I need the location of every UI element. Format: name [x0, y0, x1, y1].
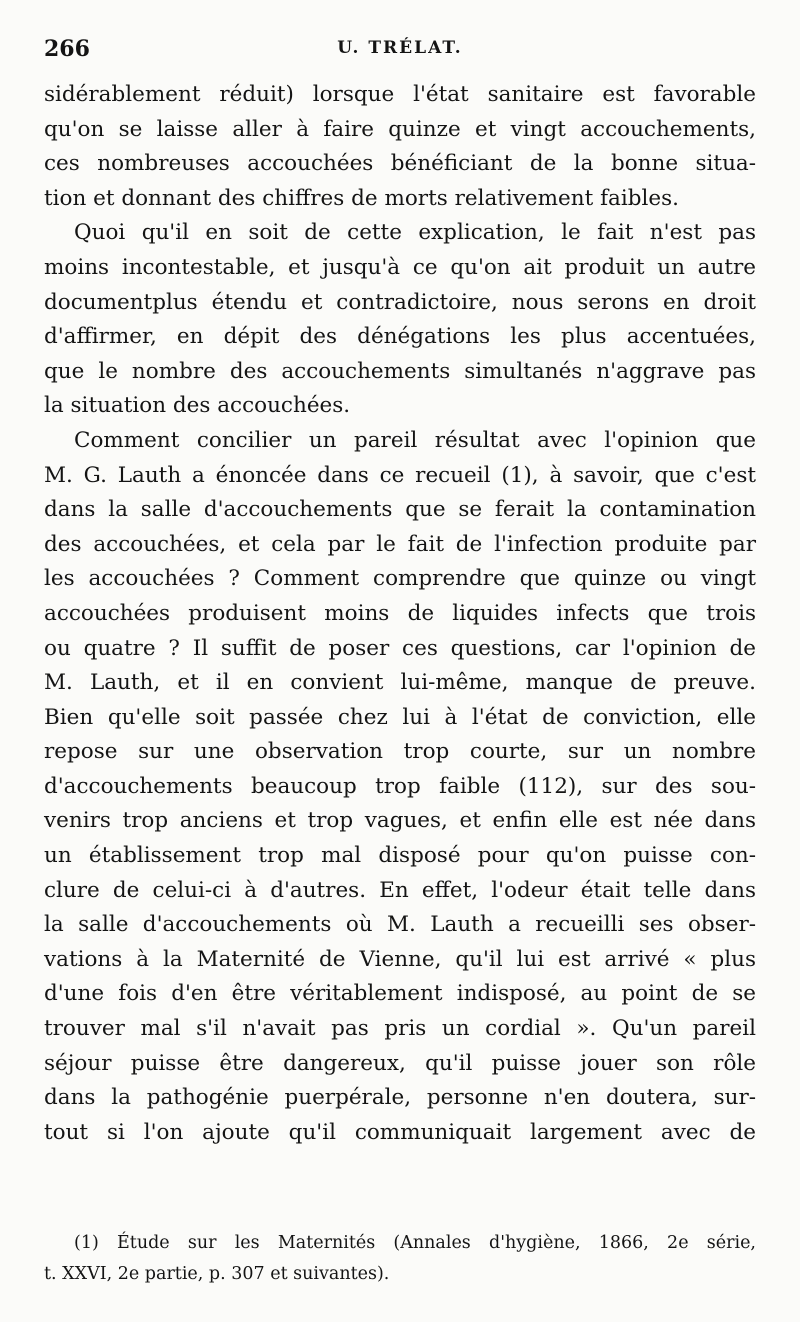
text-line: d'affirmer, en dépit des dénégations les plus accentuées,: [44, 324, 756, 350]
text-line: d'une fois d'en être véritablement indisposé, au point de se: [44, 981, 756, 1007]
text-line: séjour puisse être dangereux, qu'il puisse jouer son rôle: [44, 1050, 756, 1076]
text-line: tout si l'on ajoute qu'il communiquait largement avec de: [44, 1119, 756, 1145]
text-line: M. Lauth, et il en convient lui-même, manque de preuve.: [44, 670, 756, 696]
page-header: [44, 36, 756, 70]
text-line: que le nombre des accouchements simultanés n'aggrave pas: [44, 358, 756, 384]
text-line: Comment concilier un pareil résultat avec l'opinion que: [74, 427, 756, 453]
text-line: clure de celui-ci à d'autres. En effet, l'odeur était telle dans: [44, 877, 756, 903]
text-line: d'accouchements beaucoup trop faible (112), sur des sou-: [44, 773, 756, 799]
footnotes: [44, 1228, 756, 1290]
body-text: [44, 78, 756, 1150]
text-line: Bien qu'elle soit passée chez lui à l'état de conviction, elle: [44, 704, 756, 730]
text-line: documentplus étendu et contradictoire, nous serons en droit: [44, 289, 756, 315]
text-line: des accouchées, et cela par le fait de l'infection produite par: [44, 531, 756, 557]
text-line: dans la pathogénie puerpérale, personne n'en doutera, sur-: [44, 1085, 756, 1111]
text-line: les accouchées ? Comment comprendre que quinze ou vingt: [44, 566, 756, 592]
text-line: ou quatre ? Il suffit de poser ces questions, car l'opinion de: [44, 635, 756, 661]
footnote-line: (1) Étude sur les Maternités (Annales d'hygiène, 1866, 2e série,: [74, 1233, 756, 1253]
text-line: sidérablement réduit) lorsque l'état sanitaire est favorable: [44, 82, 756, 107]
text-line: tion et donnant des chiffres de morts relativement faibles.: [44, 185, 679, 211]
text-line: venirs trop anciens et trop vagues, et enfin elle est née dans: [44, 808, 756, 834]
text-line: M. G. Lauth a énoncée dans ce recueil (1), à savoir, que c'est: [44, 462, 756, 488]
text-line: moins incontestable, et jusqu'à ce qu'on ait produit un autre: [44, 254, 756, 280]
text-line: repose sur une observation trop courte, sur un nombre: [44, 739, 756, 765]
text-line: la salle d'accouchements où M. Lauth a recueilli ses obser-: [44, 912, 756, 938]
text-line: Quoi qu'il en soit de cette explication, le fait n'est pas: [74, 220, 756, 246]
footnote-line: t. XXVI, 2e partie, p. 307 et suivantes).: [44, 1264, 390, 1284]
text-line: ces nombreuses accouchées bénéficiant de la bonne situa-: [44, 151, 756, 177]
text-line: accouchées produisent moins de liquides infects que trois: [44, 600, 756, 626]
text-line: dans la salle d'accouchements que se ferait la contamination: [44, 497, 756, 523]
running-head: U. TRÉLAT.: [337, 38, 463, 58]
text-line: qu'on se laisse aller à faire quinze et vingt accouchements,: [44, 116, 756, 142]
text-line: trouver mal s'il n'avait pas pris un cordial ». Qu'un pareil: [44, 1016, 756, 1042]
page-number: 266: [44, 36, 90, 62]
text-line: un établissement trop mal disposé pour qu'on puisse con-: [44, 843, 756, 869]
text-line: vations à la Maternité de Vienne, qu'il lui est arrivé « plus: [44, 946, 756, 972]
text-line: la situation des accouchées.: [44, 393, 351, 419]
